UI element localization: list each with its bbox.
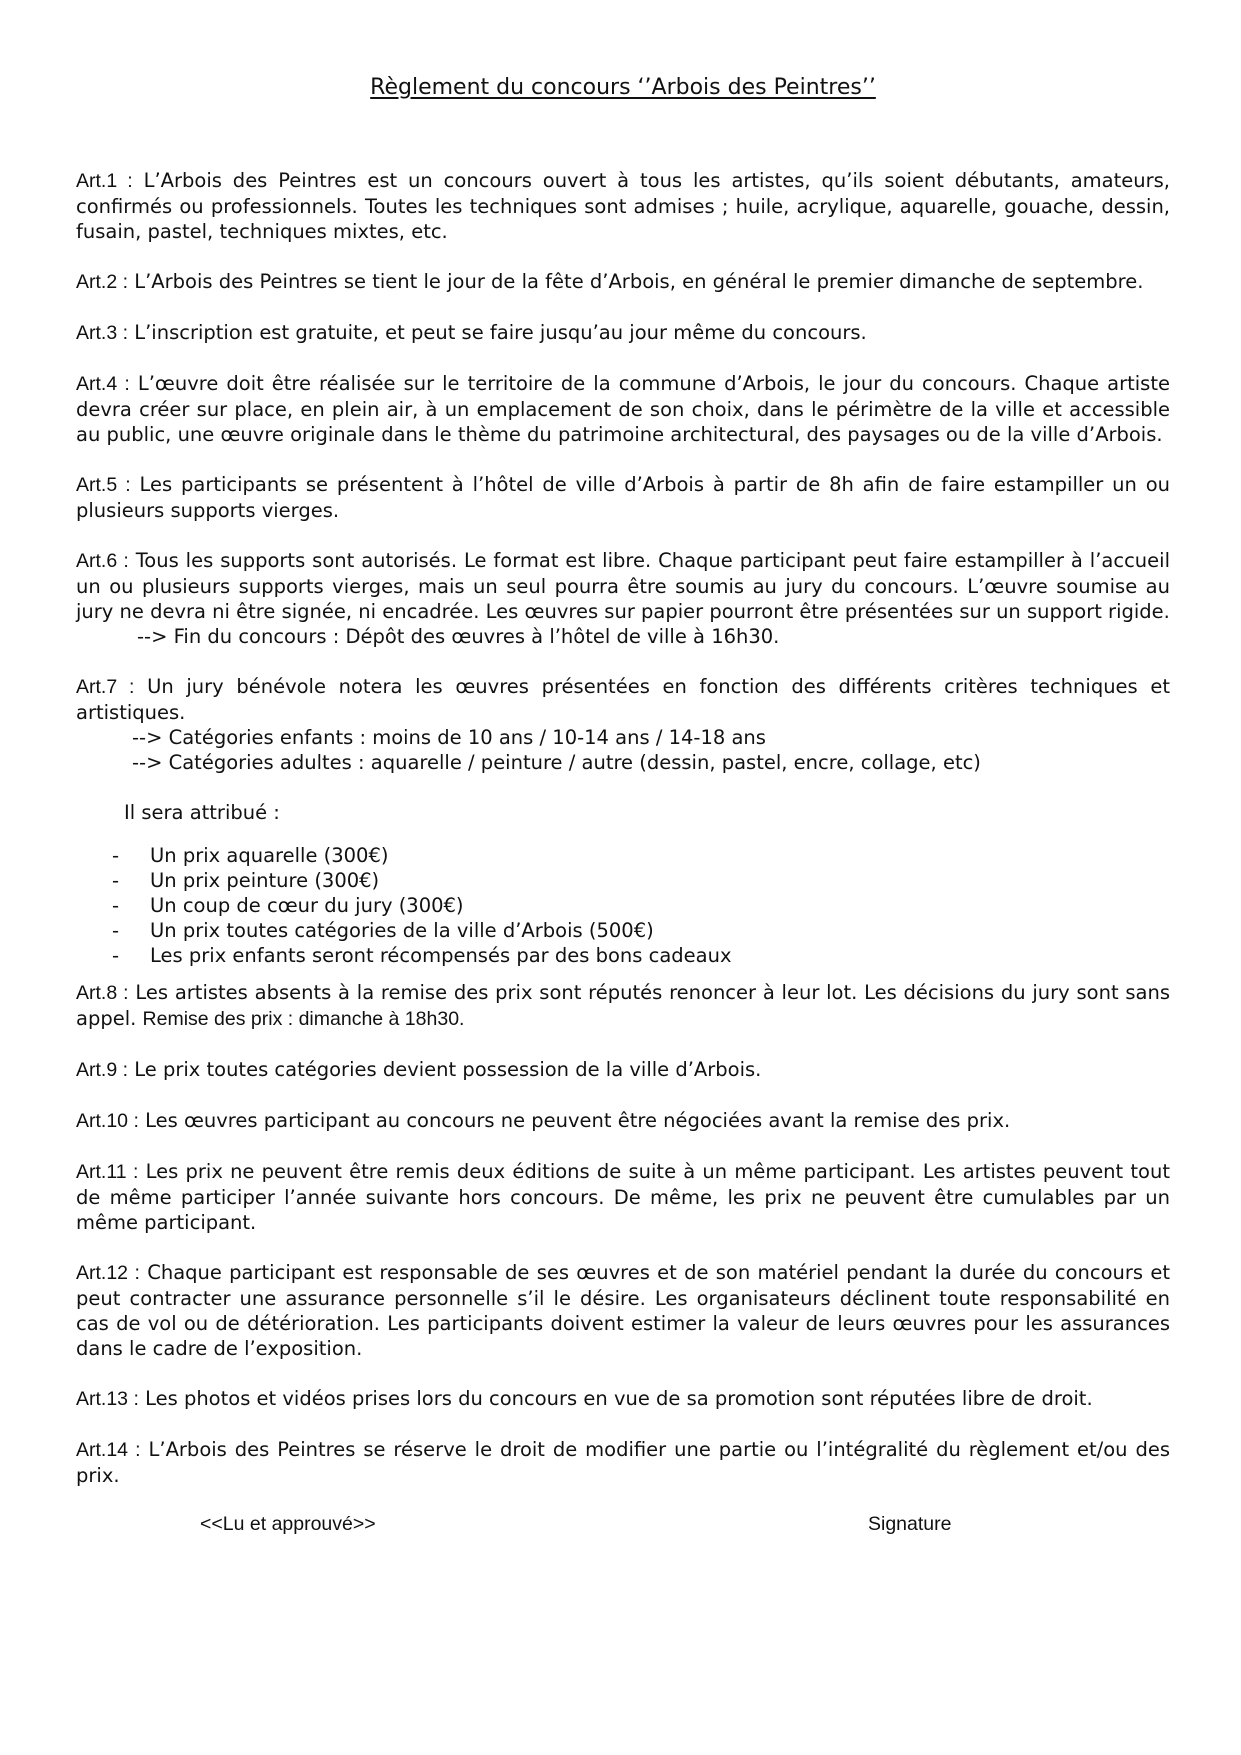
prizes-intro: Il sera attribué : (124, 801, 280, 824)
article-8 (76, 980, 1170, 1032)
bullet-dash: - (112, 919, 120, 942)
article-text: L’Arbois des Peintres est un concours ouvert à tous les artistes, qu’ils soient débutants, amateurs, confirmés ou professionnels. Toutes les techniques sont admises ; huile, acrylique, aquarelle, gouache, dessin, fusain, pastel, techniques mixtes, etc. (76, 169, 1170, 243)
children-categories: --> Catégories enfants : moins de 10 ans / 10-14 ans / 14-18 ans (132, 726, 766, 749)
list-item (76, 843, 1170, 868)
article-text: Le prix toutes catégories devient possession de la ville d’Arbois. (128, 1058, 762, 1081)
article-text: L’œuvre doit être réalisée sur le territoire de la commune d’Arbois, le jour du concours. Chaque artiste devra créer sur place, en plein air, à un emplacement de son choix, dans le périmètre de la ville et accessible au public, une œuvre originale dans le thème du patrimoine architectural, des paysages ou de la ville d’Arbois. (76, 372, 1170, 446)
article-number: Art.7 : (76, 676, 135, 698)
article-text: Les prix ne peuvent être remis deux éditions de suite à un même participant. Les artistes peuvent tout de même participer l’année suivante hors concours. De même, les prix ne peuvent être cumulables par un même participant. (76, 1160, 1170, 1234)
article-number: Art.14 : (76, 1439, 141, 1461)
article-number: Art.5 : (76, 474, 131, 496)
list-item (76, 893, 1170, 918)
article-3 (76, 320, 1170, 346)
prize-text: Un prix aquarelle (300€) (150, 844, 389, 867)
prize-text: Un coup de cœur du jury (300€) (150, 894, 464, 917)
article-number: Art.12 : (76, 1262, 140, 1284)
document-title: Règlement du concours ‘’Arbois des Peintres’’ (370, 75, 876, 100)
article-number: Art.9 : (76, 1059, 129, 1081)
article-14 (76, 1437, 1170, 1488)
article-number: Art.11 : (76, 1161, 139, 1183)
article-9 (76, 1057, 1170, 1083)
deposit-note: --> Fin du concours : Dépôt des œuvres à l’hôtel de ville à 16h30. (137, 625, 780, 648)
bullet-dash: - (112, 894, 120, 917)
prizes-list (76, 843, 1170, 968)
article-number: Art.1 : (76, 170, 133, 192)
list-item (76, 868, 1170, 893)
article-number: Art.4 : (76, 373, 130, 395)
article-text: L’Arbois des Peintres se réserve le droit de modifier une partie ou l’intégralité du règlement et/ou des prix. (76, 1438, 1170, 1487)
award-ceremony-time: Remise des prix : dimanche à 18h30. (142, 1008, 465, 1030)
article-13 (76, 1386, 1170, 1412)
article-number: Art.8 : (76, 982, 129, 1004)
article-6 (76, 548, 1170, 649)
prize-text: Un prix toutes catégories de la ville d’Arbois (500€) (150, 919, 654, 942)
article-5 (76, 472, 1170, 523)
prize-text: Les prix enfants seront récompensés par des bons cadeaux (150, 944, 732, 967)
approval-mention: <<Lu et approuvé>> (200, 1513, 376, 1535)
article-7 (76, 674, 1170, 775)
article-number: Art.13 : (76, 1388, 139, 1410)
article-text: Tous les supports sont autorisés. Le format est libre. Chaque participant peut faire estampiller à l’accueil un ou plusieurs supports vierges, mais un seul pourra être soumis au jury du concours. L’œuvre soumise au jury ne devra ni être signée, ni encadrée. Les œuvres sur papier pourront être présentées sur un support rigide. (76, 549, 1170, 623)
bullet-dash: - (112, 844, 120, 867)
article-number: Art.10 : (76, 1110, 139, 1132)
list-item (76, 943, 1170, 968)
article-text: Les artistes absents à la remise des prix sont réputés renoncer à leur lot. Les décisions du jury sont sans appel. (76, 981, 1170, 1030)
article-2 (76, 269, 1170, 295)
article-text: Chaque participant est responsable de ses œuvres et de son matériel pendant la durée du concours et peut contracter une assurance personnelle s’il le désire. Les organisateurs déclinent toute responsabilité en cas de vol ou de détérioration. Les participants doivent estimer la valeur de leurs œuvres pour les assurances dans le cadre de l’exposition. (76, 1261, 1170, 1360)
article-text: Les œuvres participant au concours ne peuvent être négociées avant la remise des prix. (138, 1109, 1011, 1132)
article-11 (76, 1159, 1170, 1235)
article-1 (76, 168, 1170, 244)
bullet-dash: - (112, 869, 120, 892)
article-text: Un jury bénévole notera les œuvres présentées en fonction des différents critères techniques et artistiques. (76, 675, 1170, 724)
bullet-dash: - (112, 944, 120, 967)
list-item (76, 918, 1170, 943)
article-text: L’Arbois des Peintres se tient le jour de la fête d’Arbois, en général le premier dimanche de septembre. (128, 270, 1144, 293)
document-page (76, 75, 1170, 1543)
article-number: Art.6 : (76, 550, 129, 572)
article-4 (76, 371, 1170, 447)
article-text: Les participants se présentent à l’hôtel de ville d’Arbois à partir de 8h afin de faire estampiller un ou plusieurs supports vierges. (76, 473, 1170, 522)
article-text: Les photos et vidéos prises lors du concours en vue de sa promotion sont réputées libre de droit. (138, 1387, 1093, 1410)
article-number: Art.3 : (76, 322, 129, 344)
article-10 (76, 1108, 1170, 1134)
prize-text: Un prix peinture (300€) (150, 869, 380, 892)
signature-label: Signature (868, 1513, 952, 1535)
article-number: Art.2 : (76, 271, 129, 293)
adult-categories: --> Catégories adultes : aquarelle / peinture / autre (dessin, pastel, encre, collage, etc) (132, 751, 981, 774)
article-12 (76, 1260, 1170, 1361)
signature-row (76, 1513, 1170, 1543)
article-text: L’inscription est gratuite, et peut se faire jusqu’au jour même du concours. (128, 321, 867, 344)
